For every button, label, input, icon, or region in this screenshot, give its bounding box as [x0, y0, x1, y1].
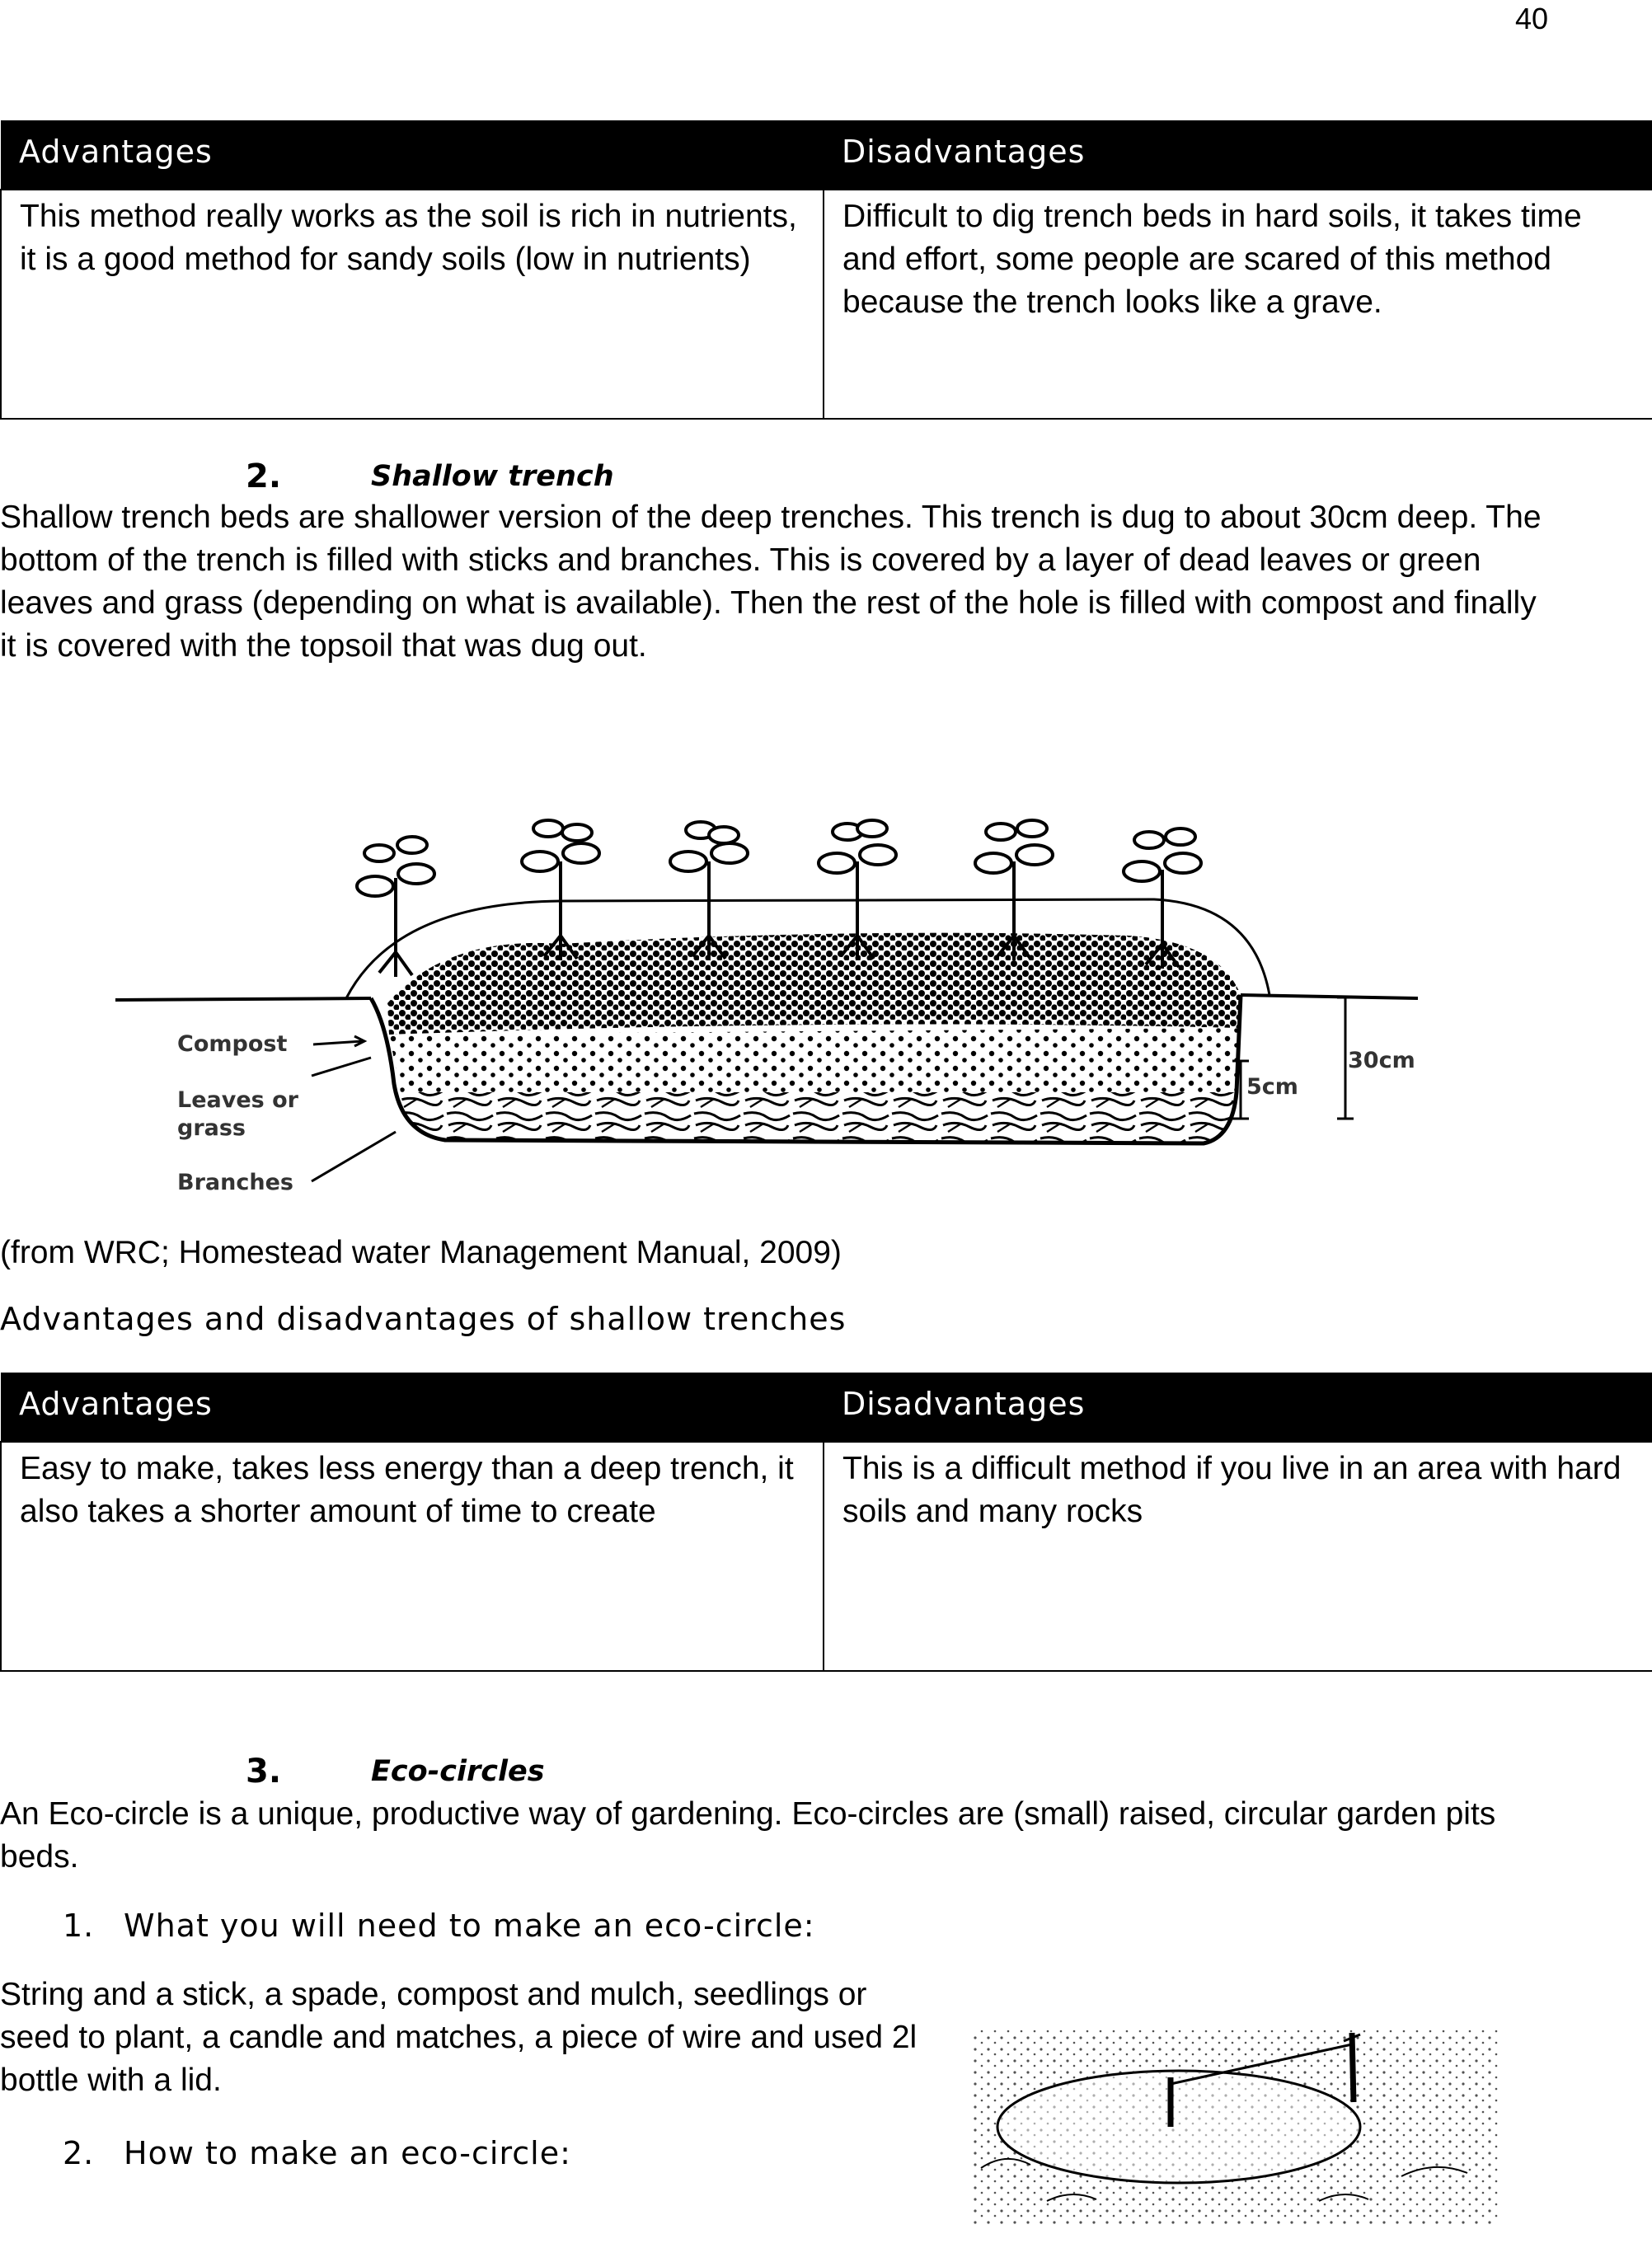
- label-leaves: Leaves or: [177, 1087, 298, 1113]
- advantages-table-deep-trench: [0, 120, 1652, 420]
- label-branches: Branches: [177, 1170, 293, 1195]
- section-title: Eco-circles: [371, 1755, 545, 1788]
- table-cell-disadvantages: This is a difficult method if you live in an area with hard soils and many rocks: [824, 1442, 1652, 1671]
- shallow-trench-illustration: [99, 812, 1451, 1208]
- list-item-number: 2.: [63, 2135, 95, 2171]
- table-header-disadvantages: Disadvantages: [824, 1373, 1652, 1442]
- label-30cm: 30cm: [1348, 1048, 1415, 1073]
- table-cell-disadvantages: Difficult to dig trench beds in hard soils, it takes time and effort, some people are scared of this method because the trench looks like a grave.: [824, 190, 1652, 419]
- table-cell-advantages: This method really works as the soil is rich in nutrients, it is a good method for sandy soils (low in nutrients): [1, 190, 824, 419]
- table-header-disadvantages: Disadvantages: [824, 120, 1652, 190]
- list-item-text: How to make an eco-circle:: [124, 2135, 571, 2171]
- label-5cm: 5cm: [1246, 1074, 1298, 1100]
- eco-circle-illustration: [973, 2011, 1509, 2234]
- list-item-text: What you will need to make an eco-circle:: [124, 1908, 815, 1944]
- label-grass: grass: [177, 1115, 246, 1141]
- section-body: An Eco-circle is a unique, productive way of gardening. Eco-circles are (small) raised, circular garden pits beds.: [0, 1796, 1496, 1875]
- section-number: 3.: [246, 1753, 282, 1790]
- advantages-table-shallow-trench: [0, 1373, 1652, 1672]
- section-body: Shallow trench beds are shallower version of the deep trenches. This trench is dug to about 30cm deep. The bottom of the trench is filled with sticks and branches. This is covered by a layer of dead leaves or green leaves and grass (depending on what is available). Then the rest of the hole is filled with compost and finally it is covered with the topsoil that was dug out.: [0, 500, 1542, 664]
- table2-heading: Advantages and disadvantages of shallow trenches: [0, 1301, 847, 1337]
- page-number: 40: [1514, 2, 1548, 35]
- section-number: 2.: [246, 458, 282, 495]
- table-header-advantages: Advantages: [1, 120, 824, 190]
- section-title: Shallow trench: [371, 460, 614, 493]
- figure-caption: (from WRC; Homestead water Management Manual, 2009): [0, 1235, 842, 1270]
- table-header-advantages: Advantages: [1, 1373, 824, 1442]
- list-item-number: 1.: [63, 1908, 95, 1944]
- label-compost: Compost: [177, 1031, 288, 1057]
- needs-paragraph: String and a stick, a spade, compost and mulch, seedlings or seed to plant, a candle and matches, a piece of wire and used 2l bottle with a lid.: [0, 1977, 918, 2098]
- table-cell-advantages: Easy to make, takes less energy than a deep trench, it also takes a shorter amount of time to create: [1, 1442, 824, 1671]
